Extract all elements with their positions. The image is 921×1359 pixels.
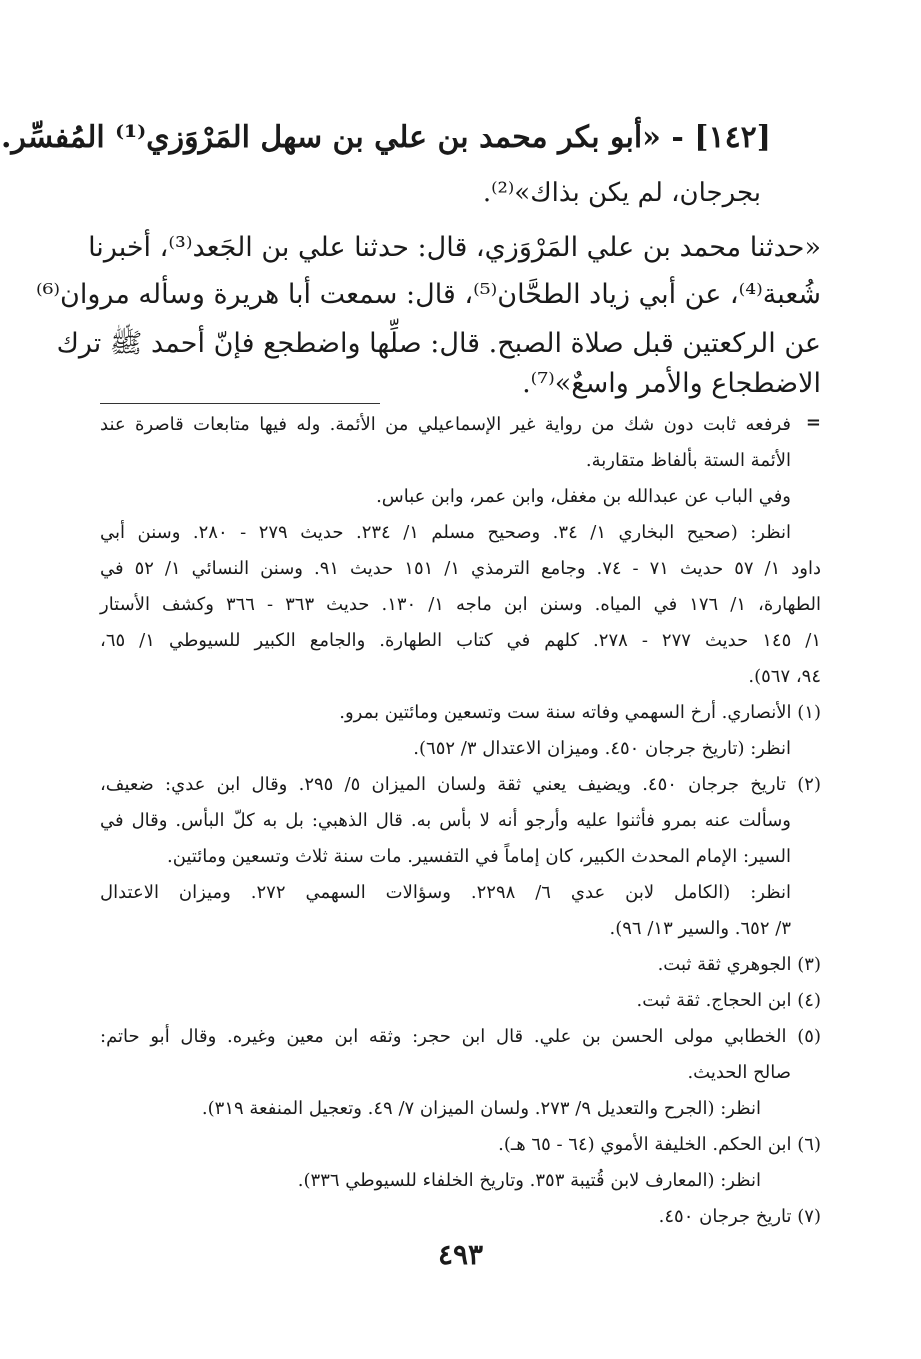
footnote-line: السير: الإمام المحدث الكبير، كان إماماً في التفسير. مات سنة ثلاث وتسعين ومائتين.: [166, 846, 791, 867]
narration-line: شُعبة⁽⁴⁾، عن أبي زياد الطحَّان⁽⁵⁾، قال: سمعت أبا هريرة وسأله مروان⁽⁶⁾: [35, 279, 821, 310]
footnote-line: فرفعه ثابت دون شك من رواية غير الإسماعيلي من الأئمة. وله فيها متابعات قاصرة عند: [100, 414, 791, 435]
continuation-mark: =: [805, 412, 821, 433]
entry-subheading: بجرجان، لم يكن بذاك»⁽²⁾.: [482, 178, 761, 208]
narration-line: «حدثنا محمد بن علي المَرْوَزي، قال: حدثنا علي بن الجَعد⁽³⁾، أخبرنا: [88, 232, 821, 263]
footnote-line: الطهارة، ١/ ١٧٦ في المياه. وسنن ابن ماجه ١/ ١٣٠. حديث ٣٦٣ - ٣٦٦ وكشف الأستار: [100, 594, 821, 615]
footnote-line: انظر: (تاريخ جرجان ٤٥٠. وميزان الاعتدال ٣/ ٦٥٢).: [413, 738, 791, 759]
footnote-line: (٥) الخطابي مولى الحسن بن علي. قال ابن حجر: وثقه ابن معين وغيره. وقال أبو حاتم:: [100, 1026, 821, 1047]
footnote-line: انظر: (صحيح البخاري ١/ ٣٤. وصحيح مسلم ١/ ٢٣٤. حديث ٢٧٩ - ٢٨٠. وسنن أبي: [100, 522, 791, 543]
narration-line: عن الركعتين قبل صلاة الصبح. قال: صلِّها واضطجع فإنّ أحمد ﷺ ترك: [56, 328, 821, 359]
footnote-line: انظر: (الجرح والتعديل ٩/ ٢٧٣. ولسان الميزان ٧/ ٤٩. وتعجيل المنفعة ٣١٩).: [201, 1098, 761, 1119]
footnote-line: (١) الأنصاري. أرخ السهمي وفاته سنة ست وتسعين ومائتين بمرو.: [339, 702, 821, 723]
footnote-line: وفي الباب عن عبدالله بن مغفل، وابن عمر، وابن عباس.: [376, 486, 791, 507]
footnote-line: انظر: (المعارف لابن قُتيبة ٣٥٣. وتاريخ الخلفاء للسيوطي ٣٣٦).: [297, 1170, 761, 1191]
page-number: ٤٩٣: [437, 1238, 484, 1271]
footnote-line: ١/ ١٤٥ حديث ٢٧٧ - ٢٧٨. كلهم في كتاب الطهارة. والجامع الكبير للسيوطي ١/ ٦٥،: [100, 630, 822, 651]
footnote-line: صالح الحديث.: [687, 1062, 791, 1083]
footnote-line: داود ١/ ٥٧ حديث ٧١ - ٧٤. وجامع الترمذي ١/ ١٥١ حديث ٩١. وسنن النسائي ١/ ٥٢ في: [100, 558, 821, 579]
narration-line: الاضطجاع والأمر واسعٌ»⁽⁷⁾.: [522, 368, 821, 399]
footnote-line: (٢) تاريخ جرجان ٤٥٠. ويضيف يعني ثقة ولسان الميزان ٥/ ٢٩٥. وقال ابن عدي: ضعيف،: [100, 774, 821, 795]
footnote-line: ٣/ ٦٥٢. والسير ١٣/ ٩٦).: [609, 918, 791, 939]
entry-heading: [١٤٢] - «أبو بكر محمد بن علي بن سهل المَرْوَزي⁽¹⁾ المُفسِّر.: [0, 120, 771, 155]
footnote-line: ٩٤، ٥٦٧).: [748, 666, 821, 687]
footnote-line: انظر: (الكامل لابن عدي ٦/ ٢٢٩٨. وسؤالات السهمي ٢٧٢. وميزان الاعتدال: [100, 882, 791, 903]
footnote-line: الأئمة الستة بألفاظ متقاربة.: [585, 450, 791, 471]
footnote-line: (٤) ابن الحجاج. ثقة ثبت.: [636, 990, 821, 1011]
footnote-line: وسألت عنه بمرو فأثنوا عليه وأرجو أنه لا بأس به. قال الذهبي: بل به كلّ البأس. وقال في: [100, 810, 791, 831]
footnote-line: (٦) ابن الحكم. الخليفة الأموي (٦٤ - ٦٥ هـ).: [498, 1134, 821, 1155]
footnote-line: (٣) الجوهري ثقة ثبت.: [657, 954, 821, 975]
footnote-separator: [100, 403, 380, 404]
footnote-line: (٧) تاريخ جرجان ٤٥٠.: [658, 1206, 821, 1227]
